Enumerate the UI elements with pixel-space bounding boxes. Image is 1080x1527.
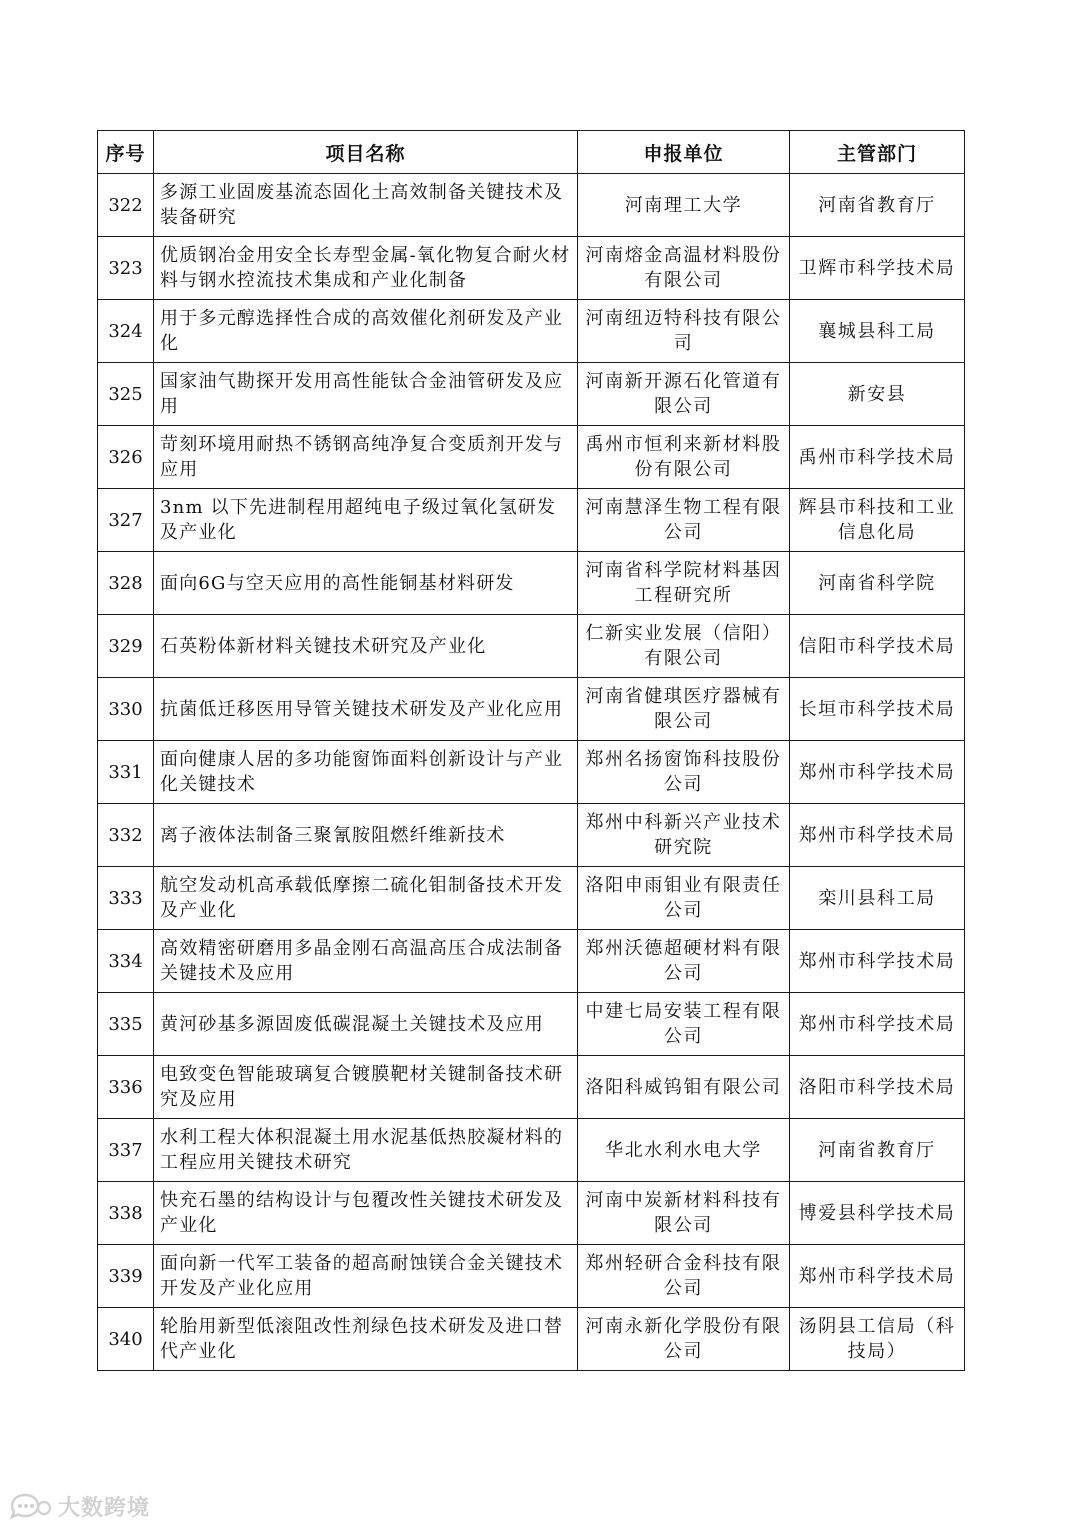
row-department: 新安县 — [790, 363, 965, 426]
table-header-row — [98, 131, 965, 174]
row-department: 长垣市科学技术局 — [790, 678, 965, 741]
header-num: 序号 — [98, 131, 154, 174]
row-department: 河南省科学院 — [790, 552, 965, 615]
row-applicant: 郑州名扬窗饰科技股份公司 — [578, 741, 790, 804]
row-department: 郑州市科学技术局 — [790, 993, 965, 1056]
row-num: 322 — [98, 174, 154, 237]
row-applicant: 河南纽迈特科技有限公司 — [578, 300, 790, 363]
table-row — [98, 363, 965, 426]
row-department: 博爱县科学技术局 — [790, 1182, 965, 1245]
project-table — [97, 130, 965, 1371]
row-num: 339 — [98, 1245, 154, 1308]
row-department: 郑州市科学技术局 — [790, 1245, 965, 1308]
row-project-name: 快充石墨的结构设计与包覆改性关键技术研发及产业化 — [154, 1182, 578, 1245]
row-applicant: 河南慧泽生物工程有限公司 — [578, 489, 790, 552]
row-applicant: 河南新开源石化管道有限公司 — [578, 363, 790, 426]
row-applicant: 郑州轻研合金科技有限公司 — [578, 1245, 790, 1308]
row-num: 325 — [98, 363, 154, 426]
table-row — [98, 1119, 965, 1182]
row-applicant: 洛阳申雨钼业有限责任公司 — [578, 867, 790, 930]
row-department: 卫辉市科学技术局 — [790, 237, 965, 300]
row-num: 338 — [98, 1182, 154, 1245]
row-department: 栾川县科工局 — [790, 867, 965, 930]
row-project-name: 高效精密研磨用多晶金刚石高温高压合成法制备关键技术及应用 — [154, 930, 578, 993]
row-project-name: 石英粉体新材料关键技术研究及产业化 — [154, 615, 578, 678]
row-project-name: 面向6G与空天应用的高性能铜基材料研发 — [154, 552, 578, 615]
table-row — [98, 615, 965, 678]
row-applicant: 洛阳科威钨钼有限公司 — [578, 1056, 790, 1119]
row-applicant: 河南理工大学 — [578, 174, 790, 237]
row-applicant: 河南省科学院材料基因工程研究所 — [578, 552, 790, 615]
row-applicant: 河南省健琪医疗器械有限公司 — [578, 678, 790, 741]
row-applicant: 河南中炭新材料科技有限公司 — [578, 1182, 790, 1245]
row-num: 337 — [98, 1119, 154, 1182]
row-department: 信阳市科学技术局 — [790, 615, 965, 678]
row-num: 333 — [98, 867, 154, 930]
row-applicant: 郑州中科新兴产业技术研究院 — [578, 804, 790, 867]
watermark-text: 大数跨境 — [58, 1495, 151, 1521]
row-applicant: 河南永新化学股份有限公司 — [578, 1308, 790, 1371]
row-project-name: 面向健康人居的多功能窗饰面料创新设计与产业化关键技术 — [154, 741, 578, 804]
row-project-name: 面向新一代军工装备的超高耐蚀镁合金关键技术开发及产业化应用 — [154, 1245, 578, 1308]
row-project-name: 离子液体法制备三聚氰胺阻燃纤维新技术 — [154, 804, 578, 867]
row-num: 340 — [98, 1308, 154, 1371]
table-row — [98, 1308, 965, 1371]
row-project-name: 用于多元醇选择性合成的高效催化剂研发及产业化 — [154, 300, 578, 363]
row-project-name: 水利工程大体积混凝土用水泥基低热胶凝材料的工程应用关键技术研究 — [154, 1119, 578, 1182]
header-unit: 申报单位 — [578, 131, 790, 174]
row-applicant: 华北水利水电大学 — [578, 1119, 790, 1182]
row-project-name: 苛刻环境用耐热不锈钢高纯净复合变质剂开发与应用 — [154, 426, 578, 489]
table-row — [98, 300, 965, 363]
row-num: 326 — [98, 426, 154, 489]
row-project-name: 抗菌低迁移医用导管关键技术研发及产业化应用 — [154, 678, 578, 741]
table-row — [98, 741, 965, 804]
table-row — [98, 1245, 965, 1308]
row-department: 郑州市科学技术局 — [790, 741, 965, 804]
row-applicant: 河南熔金高温材料股份有限公司 — [578, 237, 790, 300]
row-project-name: 黄河砂基多源固废低碳混凝土关键技术及应用 — [154, 993, 578, 1056]
header-dept: 主管部门 — [790, 131, 965, 174]
table-row — [98, 930, 965, 993]
row-department: 禹州市科学技术局 — [790, 426, 965, 489]
watermark — [8, 1490, 150, 1522]
row-department: 襄城县科工局 — [790, 300, 965, 363]
row-project-name: 多源工业固废基流态固化土高效制备关键技术及装备研究 — [154, 174, 578, 237]
row-num: 336 — [98, 1056, 154, 1119]
row-department: 河南省教育厅 — [790, 174, 965, 237]
table-row — [98, 174, 965, 237]
row-department: 河南省教育厅 — [790, 1119, 965, 1182]
row-num: 332 — [98, 804, 154, 867]
project-table-container — [97, 130, 964, 1371]
row-num: 334 — [98, 930, 154, 993]
table-row — [98, 678, 965, 741]
table-row — [98, 993, 965, 1056]
row-project-name: 轮胎用新型低滚阻改性剂绿色技术研发及进口替代产业化 — [154, 1308, 578, 1371]
table-row — [98, 867, 965, 930]
row-num: 324 — [98, 300, 154, 363]
table-row — [98, 804, 965, 867]
row-applicant: 郑州沃德超硬材料有限公司 — [578, 930, 790, 993]
row-project-name: 电致变色智能玻璃复合镀膜靶材关键制备技术研究及应用 — [154, 1056, 578, 1119]
row-department: 郑州市科学技术局 — [790, 930, 965, 993]
row-num: 329 — [98, 615, 154, 678]
table-row — [98, 1056, 965, 1119]
row-project-name: 优质钢冶金用安全长寿型金属-氧化物复合耐火材料与钢水控流技术集成和产业化制备 — [154, 237, 578, 300]
row-applicant: 禹州市恒利来新材料股份有限公司 — [578, 426, 790, 489]
row-department: 洛阳市科学技术局 — [790, 1056, 965, 1119]
row-project-name: 3nm 以下先进制程用超纯电子级过氧化氢研发及产业化 — [154, 489, 578, 552]
table-row — [98, 237, 965, 300]
row-project-name: 航空发动机高承载低摩擦二硫化钼制备技术开发及产业化 — [154, 867, 578, 930]
row-department: 辉县市科技和工业信息化局 — [790, 489, 965, 552]
row-applicant: 中建七局安装工程有限公司 — [578, 993, 790, 1056]
row-num: 328 — [98, 552, 154, 615]
row-num: 327 — [98, 489, 154, 552]
header-name: 项目名称 — [154, 131, 578, 174]
row-num: 330 — [98, 678, 154, 741]
chat-bubble-logo-icon — [8, 1492, 52, 1520]
row-department: 郑州市科学技术局 — [790, 804, 965, 867]
row-num: 323 — [98, 237, 154, 300]
table-row — [98, 426, 965, 489]
table-row — [98, 1182, 965, 1245]
row-department: 汤阴县工信局（科技局） — [790, 1308, 965, 1371]
row-num: 335 — [98, 993, 154, 1056]
row-project-name: 国家油气勘探开发用高性能钛合金油管研发及应用 — [154, 363, 578, 426]
table-row — [98, 552, 965, 615]
row-num: 331 — [98, 741, 154, 804]
table-row — [98, 489, 965, 552]
row-applicant: 仁新实业发展（信阳）有限公司 — [578, 615, 790, 678]
